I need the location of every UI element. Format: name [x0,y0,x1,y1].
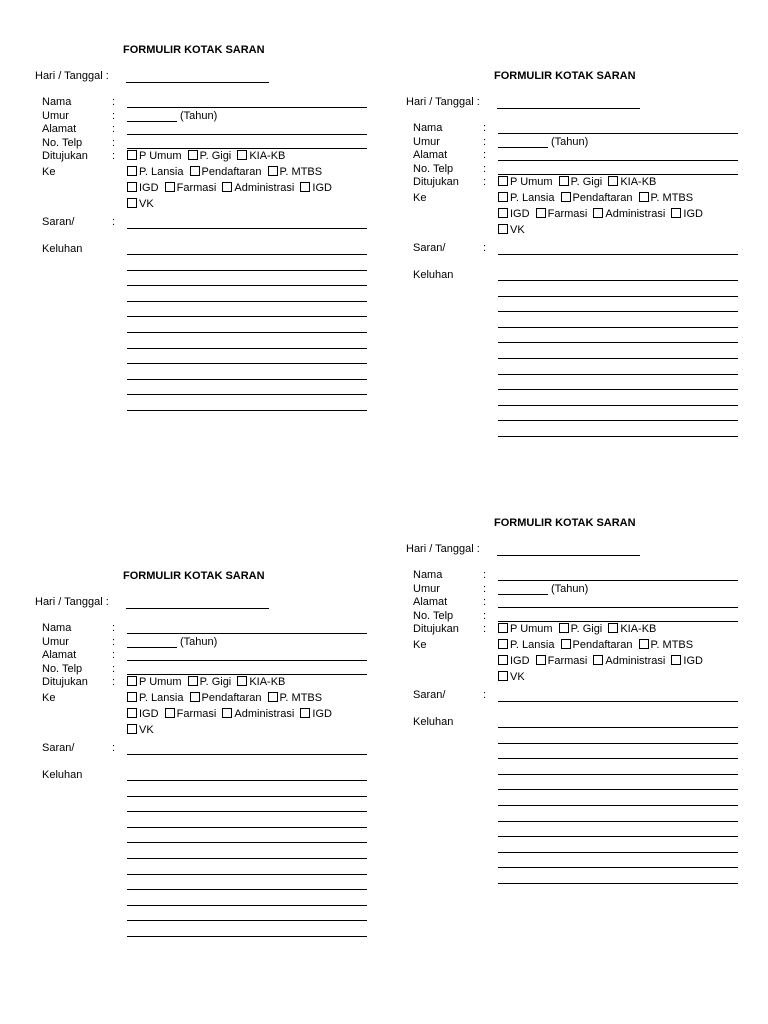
checkbox[interactable] [165,182,175,192]
keluhan-label: Keluhan [42,769,83,781]
options-row-3 [498,208,706,220]
colon: : [112,123,116,135]
keluhan-input-line[interactable] [498,358,738,359]
keluhan-label: Keluhan [413,716,454,728]
option-p-umum[interactable]: P Umum [498,623,553,635]
keluhan-input-line[interactable] [127,796,367,797]
alamat-label: Alamat [42,649,77,661]
keluhan-label: Keluhan [413,269,454,281]
alamat-input-line[interactable] [498,160,738,161]
date-input-line[interactable] [126,608,269,609]
options-row-1 [498,623,659,635]
options-row-2 [127,692,325,704]
colon: : [112,636,116,648]
colon: : [483,136,487,148]
option-p-lansia[interactable]: P. Lansia [127,166,183,178]
option-igd-2[interactable]: IGD [300,182,332,194]
colon: : [112,96,116,108]
keluhan-input-line[interactable] [498,436,738,437]
keluhan-input-line[interactable] [127,394,367,395]
keluhan-input-line[interactable] [498,821,738,822]
options-row-3 [127,708,335,720]
nama-input-line[interactable] [498,580,738,581]
nama-input-line[interactable] [127,633,367,634]
ke-label: Ke [42,166,56,178]
keluhan-input-line[interactable] [127,285,367,286]
option-administrasi[interactable]: Administrasi [593,655,665,667]
date-input-line[interactable] [126,82,269,83]
checkbox[interactable] [561,192,571,202]
option-p-gigi[interactable]: P. Gigi [188,676,232,688]
ditujukan-label: Ditujukan [42,676,88,688]
option-p-mtbs[interactable]: P. MTBS [268,166,323,178]
colon: : [483,610,487,622]
saran-input-line[interactable] [498,701,738,702]
checkbox[interactable] [639,192,649,202]
option-pendaftaran[interactable]: Pendaftaran [190,692,262,704]
checkbox[interactable] [608,623,618,633]
keluhan-input-line[interactable] [127,827,367,828]
option-p-gigi[interactable]: P. Gigi [188,150,232,162]
keluhan-input-line[interactable] [498,836,738,837]
keluhan-input-line[interactable] [127,270,367,271]
suggestion-form [35,44,395,444]
nama-label: Nama [413,569,443,581]
form-title: FORMULIR KOTAK SARAN [123,44,265,56]
checkbox[interactable] [127,708,137,718]
nama-label: Nama [42,622,72,634]
option-igd[interactable]: IGD [498,208,530,220]
ditujukan-label: Ditujukan [42,150,88,162]
option-kia-kb[interactable]: KIA-KB [608,623,656,635]
checkbox[interactable] [498,208,508,218]
tahun-label: (Tahun) [180,636,218,648]
option-farmasi[interactable]: Farmasi [165,708,217,720]
options-row-1 [127,150,288,162]
checkbox[interactable] [300,182,310,192]
checkbox[interactable] [536,208,546,218]
checkbox[interactable] [671,208,681,218]
options-row-2 [498,639,696,651]
keluhan-input-line[interactable] [498,805,738,806]
checkbox[interactable] [127,182,137,192]
option-farmasi[interactable]: Farmasi [536,655,588,667]
option-p-gigi[interactable]: P. Gigi [559,176,603,188]
keluhan-input-line[interactable] [127,332,367,333]
option-vk[interactable]: VK [127,198,154,210]
colon: : [112,742,116,754]
saran-label: Saran/ [42,742,75,754]
telp-label: No. Telp [42,663,83,675]
checkbox[interactable] [608,176,618,186]
checkbox[interactable] [498,639,508,649]
keluhan-input-line[interactable] [498,727,738,728]
keluhan-input-line[interactable] [498,311,738,312]
umur-input-line[interactable] [127,121,177,122]
checkbox[interactable] [188,150,198,160]
date-input-line[interactable] [497,555,640,556]
keluhan-input-line[interactable] [127,348,367,349]
option-p-gigi[interactable]: P. Gigi [559,623,603,635]
saran-label: Saran/ [413,242,446,254]
checkbox[interactable] [559,623,569,633]
checkbox[interactable] [268,166,278,176]
checkbox[interactable] [222,708,232,718]
option-farmasi[interactable]: Farmasi [165,182,217,194]
checkbox[interactable] [188,676,198,686]
colon: : [112,663,116,675]
options-row-2 [127,166,325,178]
keluhan-input-line[interactable] [498,774,738,775]
telp-input-line[interactable] [498,174,738,175]
keluhan-input-line[interactable] [498,374,738,375]
checkbox[interactable] [536,655,546,665]
keluhan-input-line[interactable] [127,301,367,302]
checkbox[interactable] [559,176,569,186]
suggestion-form [35,570,395,970]
umur-label: Umur [42,636,69,648]
keluhan-input-line[interactable] [498,852,738,853]
telp-input-line[interactable] [127,674,367,675]
date-label: Hari / Tanggal : [35,70,109,82]
checkbox[interactable] [165,708,175,718]
keluhan-input-line[interactable] [498,389,738,390]
telp-input-line[interactable] [127,148,367,149]
options-row-4 [127,198,157,210]
colon: : [112,216,116,228]
umur-label: Umur [42,110,69,122]
option-administrasi[interactable]: Administrasi [222,182,294,194]
colon: : [483,176,487,188]
checkbox[interactable] [268,692,278,702]
keluhan-input-line[interactable] [127,363,367,364]
colon: : [483,596,487,608]
umur-label: Umur [413,583,440,595]
colon: : [483,623,487,635]
checkbox[interactable] [498,176,508,186]
keluhan-input-line[interactable] [127,316,367,317]
keluhan-input-line[interactable] [498,296,738,297]
saran-label: Saran/ [42,216,75,228]
ditujukan-label: Ditujukan [413,623,459,635]
keluhan-input-line[interactable] [127,254,367,255]
checkbox[interactable] [593,655,603,665]
checkbox[interactable] [639,639,649,649]
date-label: Hari / Tanggal : [406,96,480,108]
checkbox[interactable] [237,676,247,686]
telp-label: No. Telp [413,610,454,622]
colon: : [112,137,116,149]
saran-input-line[interactable] [127,228,367,229]
keluhan-input-line[interactable] [498,743,738,744]
checkbox[interactable] [127,198,137,208]
option-igd[interactable]: IGD [127,708,159,720]
keluhan-input-line[interactable] [127,858,367,859]
options-row-2 [498,192,696,204]
checkbox[interactable] [498,224,508,234]
colon: : [112,622,116,634]
tahun-label: (Tahun) [180,110,218,122]
option-p-lansia[interactable]: P. Lansia [498,639,554,651]
keluhan-input-line[interactable] [498,420,738,421]
keluhan-input-line[interactable] [127,920,367,921]
option-p-mtbs[interactable]: P. MTBS [268,692,323,704]
option-p-lansia[interactable]: P. Lansia [127,692,183,704]
option-vk[interactable]: VK [498,671,525,683]
keluhan-input-line[interactable] [498,867,738,868]
colon: : [483,689,487,701]
telp-label: No. Telp [413,163,454,175]
ke-label: Ke [42,692,56,704]
option-vk[interactable]: VK [498,224,525,236]
checkbox[interactable] [561,639,571,649]
keluhan-input-line[interactable] [498,280,738,281]
saran-input-line[interactable] [127,754,367,755]
checkbox[interactable] [127,692,137,702]
telp-input-line[interactable] [498,621,738,622]
checkbox[interactable] [498,192,508,202]
options-row-4 [498,224,528,236]
checkbox[interactable] [498,671,508,681]
checkbox[interactable] [498,655,508,665]
alamat-label: Alamat [413,149,448,161]
option-pendaftaran[interactable]: Pendaftaran [561,192,633,204]
umur-input-line[interactable] [498,147,548,148]
colon: : [112,676,116,688]
option-igd[interactable]: IGD [498,655,530,667]
keluhan-input-line[interactable] [127,379,367,380]
keluhan-input-line[interactable] [127,874,367,875]
keluhan-input-line[interactable] [498,405,738,406]
keluhan-input-line[interactable] [127,811,367,812]
checkbox[interactable] [190,166,200,176]
date-label: Hari / Tanggal : [406,543,480,555]
colon: : [483,149,487,161]
option-p-lansia[interactable]: P. Lansia [498,192,554,204]
suggestion-form [406,70,766,470]
alamat-input-line[interactable] [127,660,367,661]
alamat-input-line[interactable] [127,134,367,135]
option-p-mtbs[interactable]: P. MTBS [639,639,694,651]
alamat-input-line[interactable] [498,607,738,608]
tahun-label: (Tahun) [551,583,589,595]
ke-label: Ke [413,639,427,651]
option-igd-2[interactable]: IGD [671,655,703,667]
keluhan-input-line[interactable] [498,758,738,759]
umur-input-line[interactable] [127,647,177,648]
colon: : [483,583,487,595]
checkbox[interactable] [127,676,137,686]
option-igd[interactable]: IGD [127,182,159,194]
ditujukan-label: Ditujukan [413,176,459,188]
option-vk[interactable]: VK [127,724,154,736]
telp-label: No. Telp [42,137,83,149]
option-p-umum[interactable]: P Umum [127,150,182,162]
form-title: FORMULIR KOTAK SARAN [123,570,265,582]
options-row-3 [498,655,706,667]
form-title: FORMULIR KOTAK SARAN [494,70,636,82]
keluhan-input-line[interactable] [127,889,367,890]
keluhan-input-line[interactable] [498,789,738,790]
keluhan-input-line[interactable] [498,883,738,884]
checkbox[interactable] [498,623,508,633]
colon: : [112,110,116,122]
options-row-4 [127,724,157,736]
options-row-3 [127,182,335,194]
option-igd-2[interactable]: IGD [300,708,332,720]
colon: : [483,163,487,175]
nama-label: Nama [42,96,72,108]
keluhan-input-line[interactable] [127,842,367,843]
checkbox[interactable] [127,724,137,734]
options-row-1 [127,676,288,688]
colon: : [112,649,116,661]
colon: : [483,242,487,254]
umur-input-line[interactable] [498,594,548,595]
keluhan-label: Keluhan [42,243,83,255]
date-label: Hari / Tanggal : [35,596,109,608]
option-kia-kb[interactable]: KIA-KB [608,176,656,188]
tahun-label: (Tahun) [551,136,589,148]
saran-input-line[interactable] [498,254,738,255]
checkbox[interactable] [671,655,681,665]
umur-label: Umur [413,136,440,148]
option-p-umum[interactable]: P Umum [127,676,182,688]
suggestion-form [406,517,766,917]
keluhan-input-line[interactable] [498,342,738,343]
nama-input-line[interactable] [498,133,738,134]
form-title: FORMULIR KOTAK SARAN [494,517,636,529]
options-row-4 [498,671,528,683]
option-administrasi[interactable]: Administrasi [593,208,665,220]
ke-label: Ke [413,192,427,204]
alamat-label: Alamat [413,596,448,608]
saran-label: Saran/ [413,689,446,701]
option-igd-2[interactable]: IGD [671,208,703,220]
checkbox[interactable] [222,182,232,192]
keluhan-input-line[interactable] [498,327,738,328]
options-row-1 [498,176,659,188]
option-administrasi[interactable]: Administrasi [222,708,294,720]
option-pendaftaran[interactable]: Pendaftaran [561,639,633,651]
colon: : [483,122,487,134]
checkbox[interactable] [190,692,200,702]
date-input-line[interactable] [497,108,640,109]
checkbox[interactable] [593,208,603,218]
checkbox[interactable] [127,166,137,176]
option-p-umum[interactable]: P Umum [498,176,553,188]
keluhan-input-line[interactable] [127,905,367,906]
keluhan-input-line[interactable] [127,410,367,411]
nama-label: Nama [413,122,443,134]
colon: : [483,569,487,581]
option-kia-kb[interactable]: KIA-KB [237,150,285,162]
keluhan-input-line[interactable] [127,936,367,937]
nama-input-line[interactable] [127,107,367,108]
option-p-mtbs[interactable]: P. MTBS [639,192,694,204]
checkbox[interactable] [127,150,137,160]
alamat-label: Alamat [42,123,77,135]
keluhan-input-line[interactable] [127,780,367,781]
option-pendaftaran[interactable]: Pendaftaran [190,166,262,178]
option-kia-kb[interactable]: KIA-KB [237,676,285,688]
checkbox[interactable] [300,708,310,718]
checkbox[interactable] [237,150,247,160]
colon: : [112,150,116,162]
option-farmasi[interactable]: Farmasi [536,208,588,220]
